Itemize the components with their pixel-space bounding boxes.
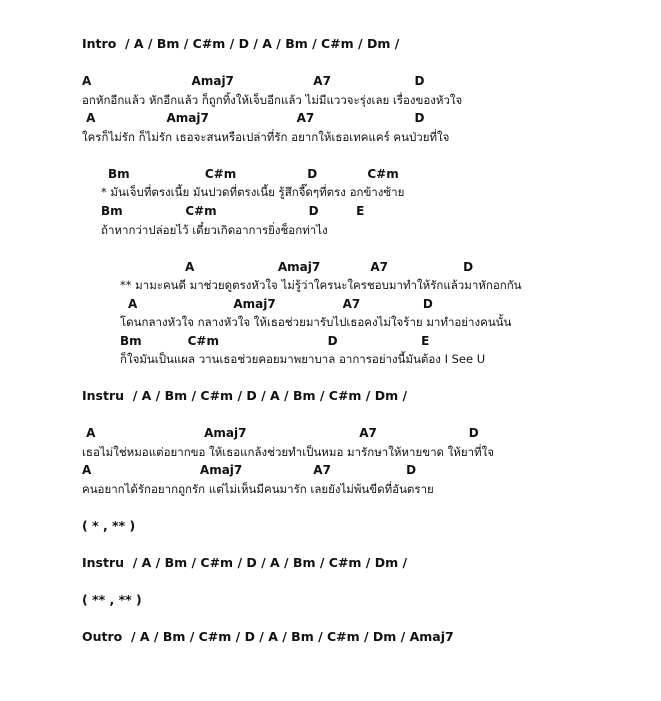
verse2-chords-1: A Amaj7 A7 D [82, 426, 479, 440]
instru-line-1: Instru / A / Bm / C#m / D / A / Bm / C#m / Dm / [82, 388, 408, 403]
verse2-lyrics-2: คนอยากได้รักอยากถูกรัก แต่ไม่เห็นมีคนมารัก เลยยังไม่พ้นขีดที่อันตราย [82, 482, 434, 496]
chorus-lyrics-1: ** มามะคนดี มาช่วยดูตรงหัวใจ ไม่รู้ว่าใครนะใครชอบมาทำให้รักแล้วมาหักอกกัน [120, 278, 522, 292]
instru-line-2: Instru / A / Bm / C#m / D / A / Bm / C#m / Dm / [82, 555, 408, 570]
chorus-lyrics-3: ก็ใจมันเป็นแผล วานเธอช่วยคอยมาพยาบาล อาการอย่างนี้มันต้อง I See U [120, 352, 486, 366]
outro-line: Outro / A / Bm / C#m / D / A / Bm / C#m / Dm / Amaj7 [82, 629, 454, 644]
chorus-chords-1: A Amaj7 A7 D [185, 260, 474, 274]
repeat-marker-1: ( * , ** ) [82, 518, 136, 533]
prechorus-lyrics-1: * มันเจ็บที่ตรงเนี้ย มันปวดที่ตรงเนี้ย รู้สึกจี๊ดๆที่ตรง อกข้างซ้าย [101, 185, 405, 199]
verse2-chords-2: A Amaj7 A7 D [82, 463, 417, 477]
verse1-lyrics-2: ใครก็ไม่รัก ก็ไม่รัก เธอจะสนหรือเปล่าที่รัก อยากให้เธอเทคแคร์ คนป่วยที่ใจ [82, 130, 450, 144]
verse2-lyrics-1: เธอไม่ใช่หมอแต่อยากขอ ให้เธอแกล้งช่วยทำเป็นหมอ มารักษาให้หายขาด ให้ยาที่ใจ [82, 445, 494, 459]
verse1-lyrics-1: อกหักอีกแล้ว หักอีกแล้ว ก็ถูกทิ้งให้เจ็บอีกแล้ว ไม่มีแววจะรุ่งเลย เรื่องของหัวใจ [82, 93, 463, 107]
prechorus-chords-2: Bm C#m D E [101, 204, 365, 218]
verse1-chords-2: A Amaj7 A7 D [82, 111, 425, 125]
prechorus-chords-1: Bm C#m D C#m [108, 167, 399, 181]
repeat-marker-2: ( ** , ** ) [82, 592, 142, 607]
chorus-lyrics-2: โดนกลางหัวใจ กลางหัวใจ ให้เธอช่วยมารับไปเธอคงไม่ใจร้าย มาทำอย่างคนนั้น [120, 315, 512, 329]
prechorus-lyrics-2: ถ้าหากว่าปล่อยไว้ เดี๋ยวเกิดอาการยิ่งช็อกท่าไง [101, 223, 328, 237]
intro-line: Intro / A / Bm / C#m / D / A / Bm / C#m / Dm / [82, 36, 400, 51]
chorus-chords-3: Bm C#m D E [120, 334, 430, 348]
verse1-chords-1: A Amaj7 A7 D [82, 74, 425, 88]
chorus-chords-2: A Amaj7 A7 D [128, 297, 433, 311]
